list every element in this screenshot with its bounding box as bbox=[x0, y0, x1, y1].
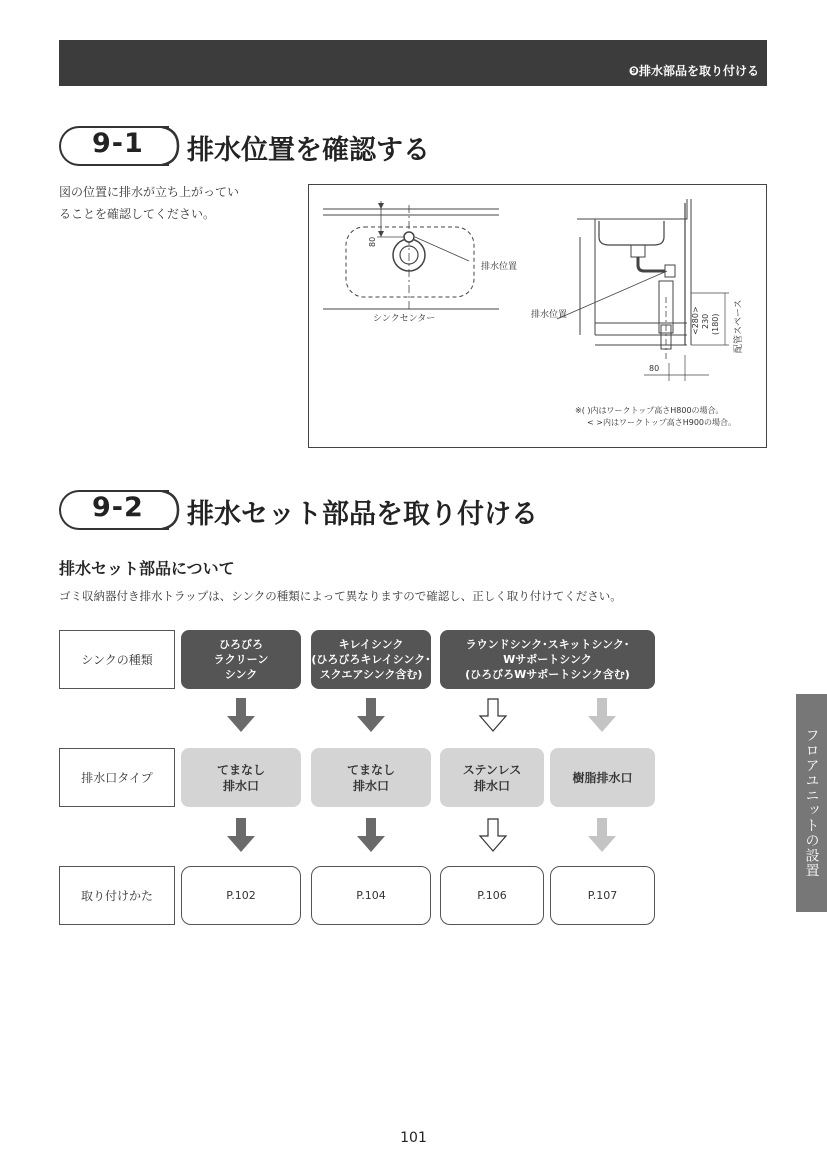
down-arrow-outline-icon bbox=[478, 818, 508, 854]
outlet-type-box: てまなし 排水口 bbox=[181, 748, 301, 807]
down-arrow-icon bbox=[356, 818, 386, 854]
sink-type-box: ひろびろ ラクリーン シンク bbox=[181, 630, 301, 689]
row-label-outlet-type: 排水口タイプ bbox=[59, 748, 175, 807]
outlet-type-box: ステンレス 排水口 bbox=[440, 748, 544, 807]
outlet-type-box: 樹脂排水口 bbox=[550, 748, 655, 807]
subheading: 排水セット部品について bbox=[59, 559, 235, 578]
side-tab-label: フロアユニットの設置 bbox=[803, 728, 820, 878]
down-arrow-icon bbox=[226, 818, 256, 854]
chapter-title: ❾排水部品を取り付ける bbox=[628, 64, 759, 78]
drain-diagram bbox=[309, 185, 766, 447]
sink-center-label: シンクセンター bbox=[373, 314, 436, 324]
drain-position-figure bbox=[308, 184, 767, 448]
dim-label: <280> bbox=[691, 306, 700, 335]
outlet-type-box: てまなし 排水口 bbox=[311, 748, 431, 807]
section-title: 排水位置を確認する bbox=[187, 135, 430, 166]
sink-type-box: キレイシンク (ひろびろキレイシンク･ スクエアシンク含む) bbox=[311, 630, 431, 689]
row-label-sink-type: シンクの種類 bbox=[59, 630, 175, 689]
page-reference-link[interactable]: P.107 bbox=[550, 866, 655, 925]
down-arrow-light-icon bbox=[587, 698, 617, 734]
section-title: 排水セット部品を取り付ける bbox=[187, 499, 538, 530]
pill-end-chevron bbox=[160, 126, 182, 166]
figure-note: ※( )内はワークトップ高さH800の場合。 bbox=[575, 406, 724, 415]
dim-label: 80 bbox=[368, 236, 377, 247]
down-arrow-icon bbox=[356, 698, 386, 734]
dim-label: (180) bbox=[711, 313, 720, 335]
dim-label: 80 bbox=[649, 364, 660, 373]
body-text-line: ることを確認してください。 bbox=[59, 207, 216, 221]
body-text: ゴミ収納器付き排水トラップは、シンクの種類によって異なりますので確認し、正しく取り付けてください。 bbox=[59, 589, 622, 603]
drain-position-side-label: 排水位置 bbox=[531, 310, 568, 320]
pipe-space-label: 配管スペース bbox=[734, 299, 744, 353]
page-reference-link[interactable]: P.102 bbox=[181, 866, 301, 925]
page-reference-link[interactable]: P.106 bbox=[440, 866, 544, 925]
page-reference-link[interactable]: P.104 bbox=[311, 866, 431, 925]
chapter-header-bar bbox=[59, 40, 767, 86]
section-number: 9-2 bbox=[92, 492, 144, 523]
row-label-install: 取り付けかた bbox=[59, 866, 175, 925]
sink-type-box: ラウンドシンク･スキットシンク･ Wサポートシンク (ひろびろWサポートシンク含む) bbox=[440, 630, 655, 689]
down-arrow-icon bbox=[226, 698, 256, 734]
figure-note: < >内はワークトップ高さH900の場合。 bbox=[587, 418, 736, 427]
down-arrow-light-icon bbox=[587, 818, 617, 854]
down-arrow-outline-icon bbox=[478, 698, 508, 734]
pill-end-chevron bbox=[160, 490, 182, 530]
drain-position-label: 排水位置 bbox=[481, 262, 518, 272]
body-text-line: 図の位置に排水が立ち上がってい bbox=[59, 185, 240, 199]
section-number: 9-1 bbox=[92, 128, 144, 159]
chapter-side-tab[interactable] bbox=[796, 694, 827, 912]
dim-label: 230 bbox=[701, 313, 710, 329]
page-number: 101 bbox=[400, 1130, 427, 1146]
